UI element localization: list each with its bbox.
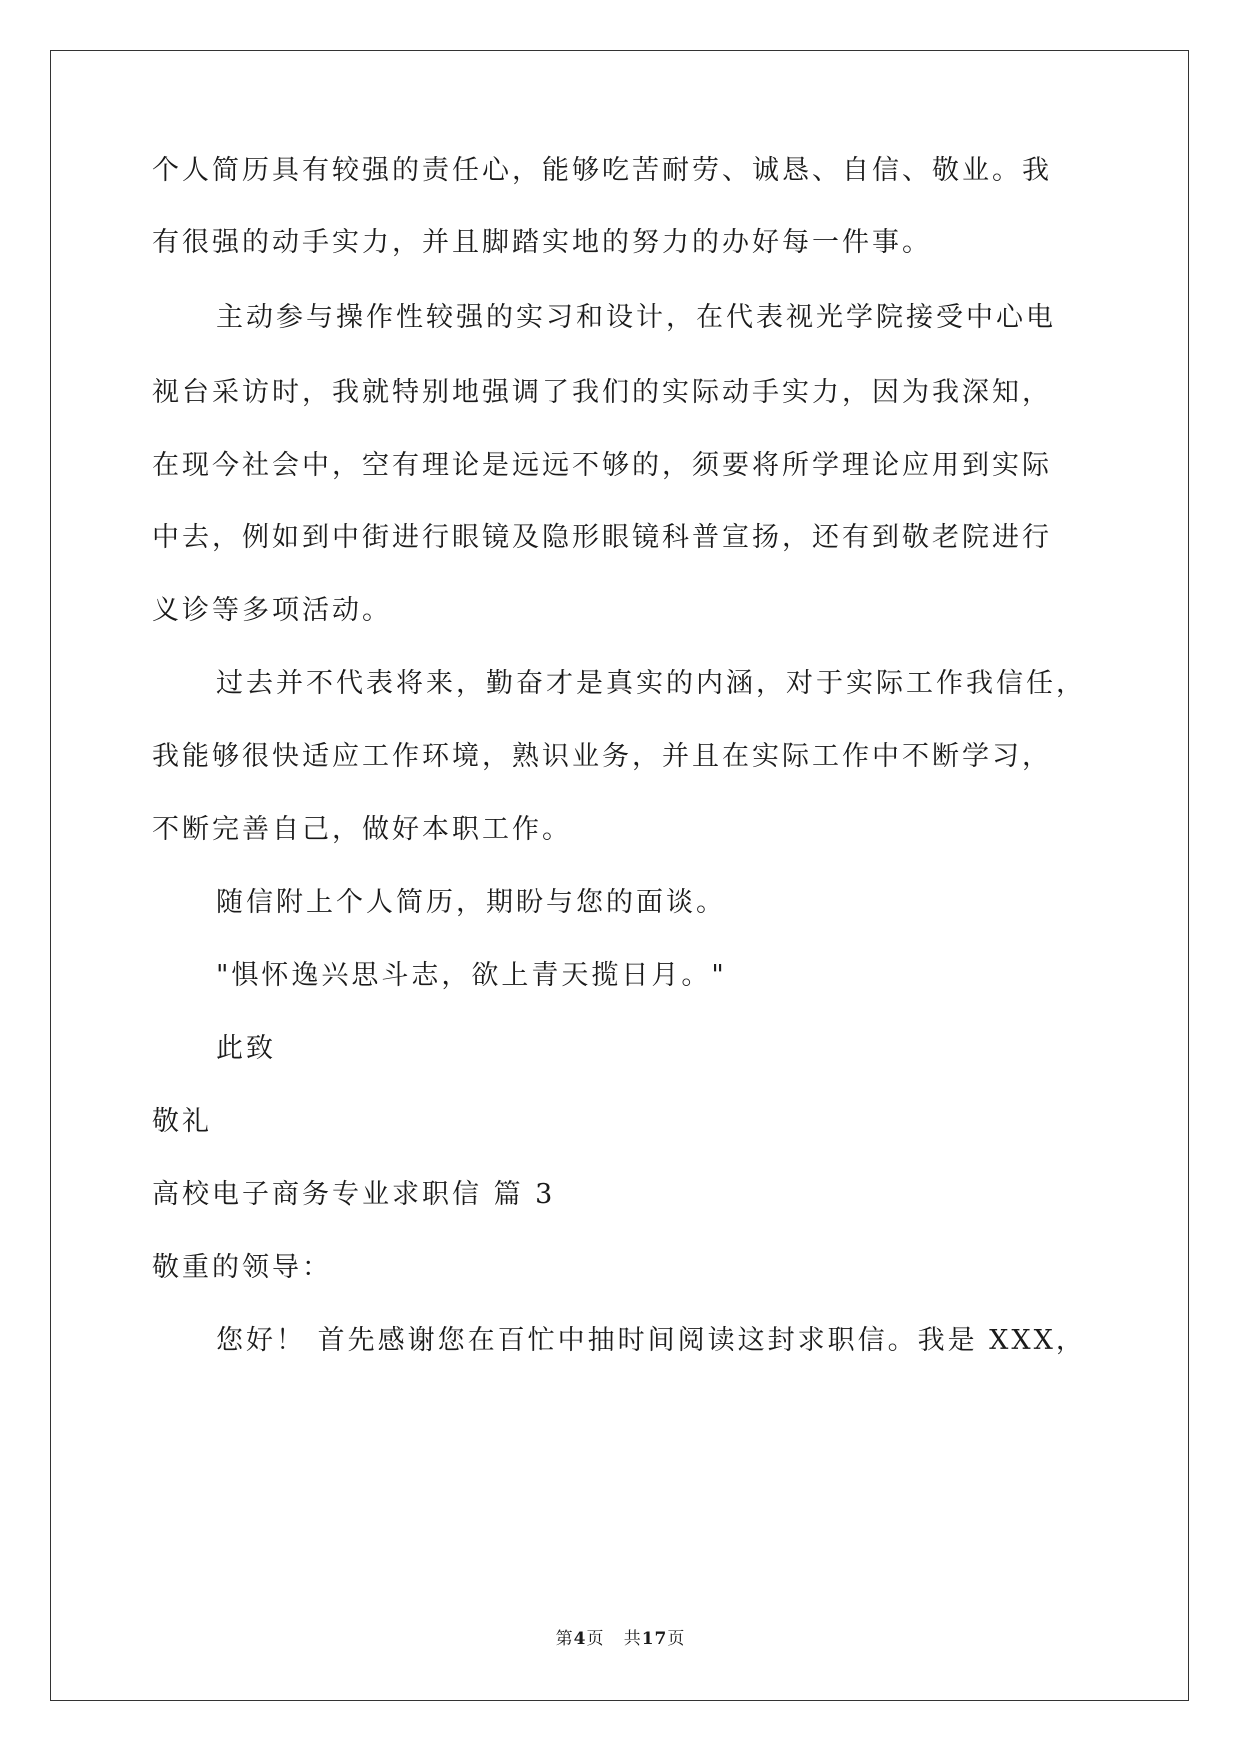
total-label-prefix: 共 — [623, 1629, 642, 1649]
page-number: 4 — [573, 1629, 587, 1649]
body-line: 个人简历具有较强的责任心，能够吃苦耐劳、诚恳、自信、敬业。我 — [152, 155, 1052, 186]
page-label-suffix: 页 — [586, 1629, 605, 1649]
total-pages: 17 — [641, 1629, 668, 1649]
paragraph-start-line: 过去并不代表将来，勤奋才是真实的内涵，对于实际工作我信任， — [216, 668, 1086, 699]
closing-line: 此致 — [216, 1033, 276, 1064]
body-line: 我能够很快适应工作环境，熟识业务，并且在实际工作中不断学习， — [152, 741, 1052, 772]
body-line: 视台采访时，我就特别地强调了我们的实际动手实力，因为我深知， — [152, 377, 1052, 408]
salutation-line: 敬礼 — [152, 1106, 212, 1137]
body-line: 中去，例如到中街进行眼镜及隐形眼镜科普宣扬，还有到敬老院进行 — [152, 522, 1052, 553]
page-label-prefix: 第 — [555, 1629, 574, 1649]
paragraph-start-line: 主动参与操作性较强的实习和设计，在代表视光学院接受中心电 — [216, 302, 1056, 333]
greeting-line: 敬重的领导： — [152, 1252, 332, 1283]
section-heading: 高校电子商务专业求职信 篇 3 — [152, 1179, 556, 1210]
total-label-suffix: 页 — [667, 1629, 686, 1649]
paragraph-start-line: 随信附上个人简历，期盼与您的面谈。 — [216, 887, 726, 918]
body-line: 有很强的动手实力，并且脚踏实地的努力的办好每一件事。 — [152, 227, 932, 258]
page-footer — [0, 1624, 1241, 1649]
body-line: 在现今社会中，空有理论是远远不够的，须要将所学理论应用到实际 — [152, 450, 1052, 481]
quote-line: "惧怀逸兴思斗志，欲上青天揽日月。" — [216, 960, 727, 991]
page-border — [50, 50, 1189, 1701]
body-line: 不断完善自己，做好本职工作。 — [152, 814, 572, 845]
body-line: 义诊等多项活动。 — [152, 595, 392, 626]
paragraph-start-line: 您好！ 首先感谢您在百忙中抽时间阅读这封求职信。我是 XXX， — [216, 1325, 1086, 1356]
